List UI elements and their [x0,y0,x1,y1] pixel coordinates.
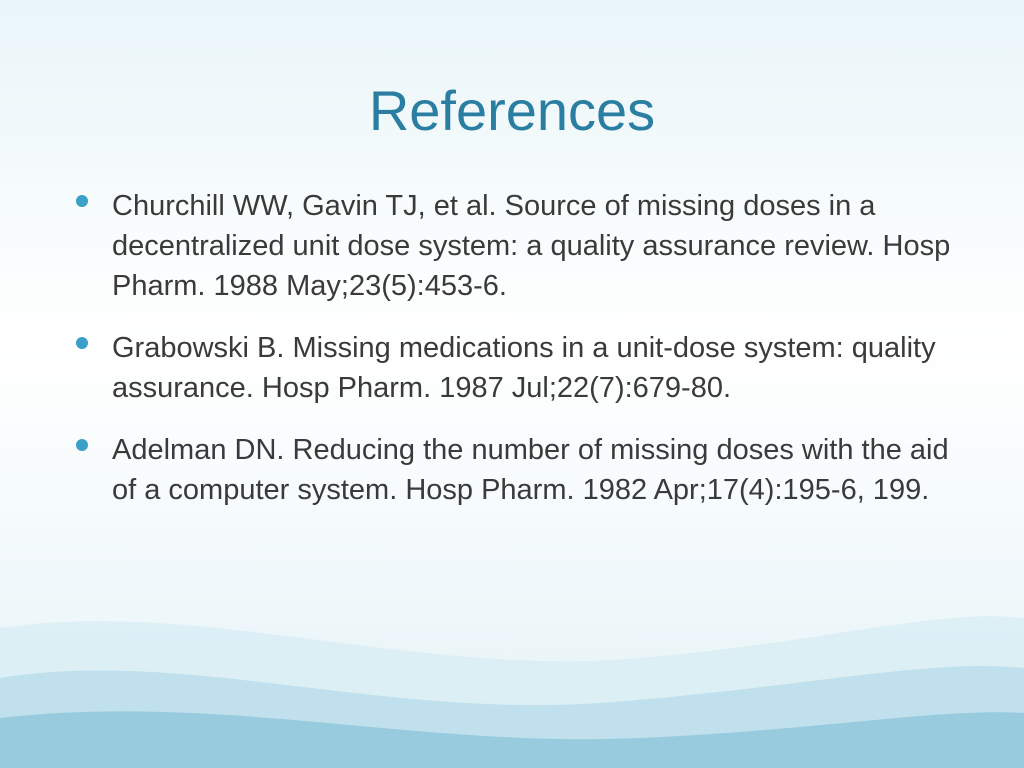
reference-item [74,186,954,306]
background-wave-decoration [0,568,1024,768]
bullet-dot-icon [76,439,88,451]
bullet-dot-icon [76,195,88,207]
reference-text: Adelman DN. Reducing the number of missing doses with the aid of a computer system. Hosp Pharm. 1982 Apr;17(4):195-6, 199. [112,434,949,506]
reference-item [74,328,954,408]
reference-item [74,430,954,510]
slide-title: References [368,79,656,142]
reference-text: Churchill WW, Gavin TJ, et al. Source of missing doses in a decentralized unit dose system: a quality assurance review. Hosp Pharm. 1988 May;23(5):453-6. [112,190,951,302]
reference-list [74,186,954,532]
reference-text: Grabowski B. Missing medications in a unit-dose system: quality assurance. Hosp Pharm. 1987 Jul;22(7):679-80. [112,332,936,404]
bullet-dot-icon [76,337,88,349]
